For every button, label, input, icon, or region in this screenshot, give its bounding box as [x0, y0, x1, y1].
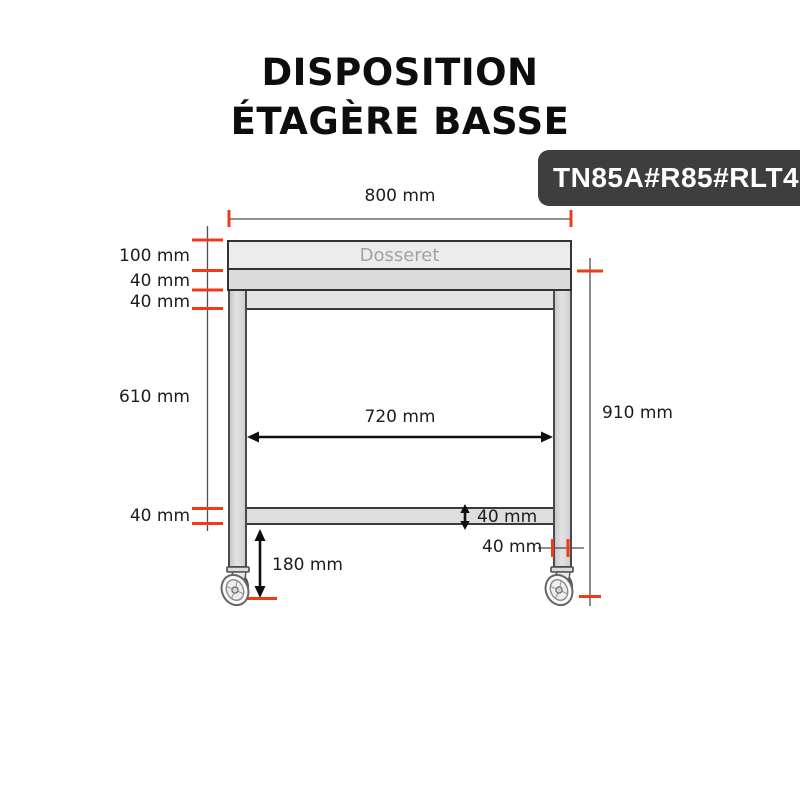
dim-label-backsplash-height: 100 mm [119, 246, 190, 266]
dim-label-top-width: 800 mm [364, 186, 436, 206]
dim-label-leg-section-height: 610 mm [119, 387, 190, 407]
page-title-line1: DISPOSITION [261, 51, 539, 94]
backsplash-label: Dosseret [359, 245, 440, 266]
left-caster [217, 567, 253, 609]
dim-label-shelf-thickness-left: 40 mm [129, 506, 190, 526]
dim-label-ground-clearance: 180 mm [272, 555, 343, 575]
dim-label-inner-clear-width: 720 mm [364, 407, 436, 427]
page-title-line2: ÉTAGÈRE BASSE [230, 100, 570, 143]
dim-label-worktop-thickness: 40 mm [129, 271, 190, 291]
dim-label-leg-width: 40 mm [482, 537, 543, 557]
dim-label-shelf-thickness: 40 mm [477, 507, 538, 527]
dim-label-frame-rail-height: 40 mm [129, 292, 190, 312]
dim-label-overall-height: 910 mm [602, 403, 673, 423]
right-caster [541, 567, 577, 609]
product-reference-badge: TN85A#R85#RLT4 [538, 150, 800, 206]
